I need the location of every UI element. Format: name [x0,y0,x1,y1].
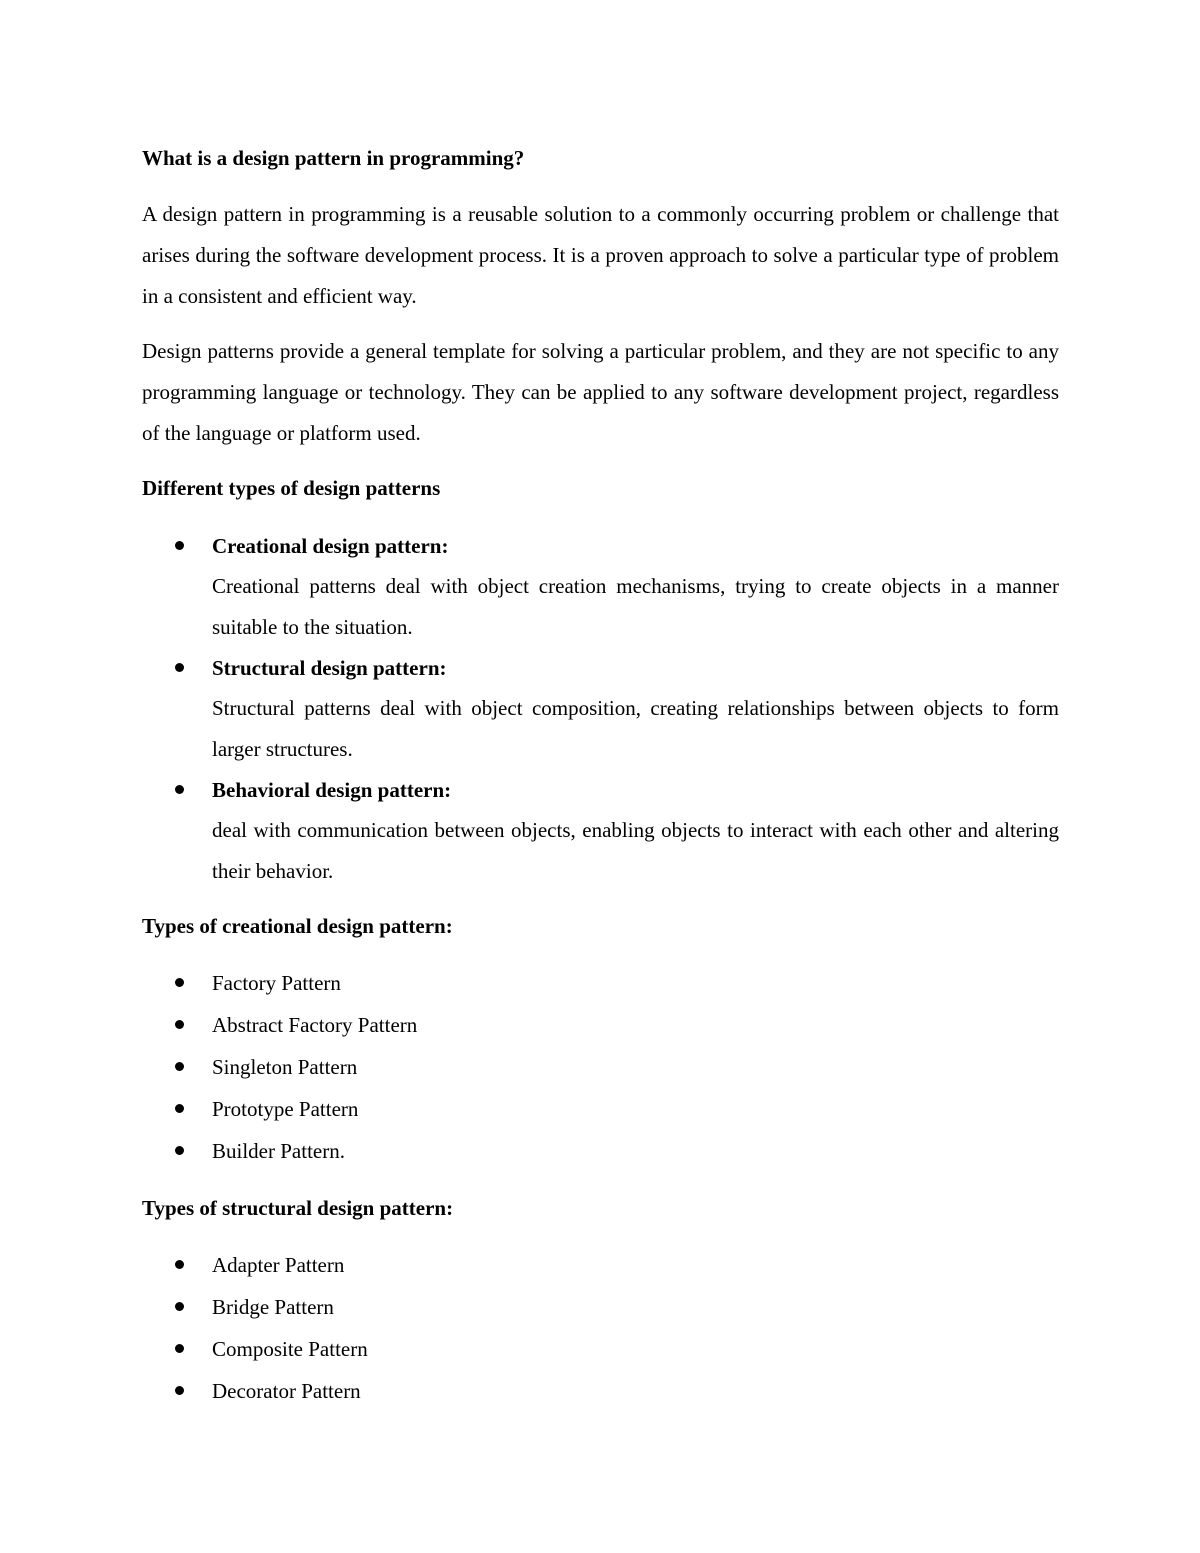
bullet-icon [175,1062,184,1071]
pattern-types-list [142,526,1059,892]
bullet-icon [175,978,184,987]
list-item-label: Singleton Pattern [212,1055,358,1079]
heading-structural-types: Types of structural design pattern: [142,1196,454,1220]
paragraph-definition: A design pattern in programming is a reusable solution to a commonly occurring problem or challenge that arises during the software development process. It is a proven approach to solve a particular type of problem in a consistent and efficient way. [142,202,1059,308]
list-item [142,1370,1059,1412]
item-description: Structural patterns deal with object composition, creating relationships between objects to form larger structures. [212,696,1059,761]
list-item [142,1286,1059,1328]
list-item [142,1244,1059,1286]
list-item [142,1046,1059,1088]
paragraph-general-template: Design patterns provide a general template for solving a particular problem, and they are not specific to any programming language or technology. They can be applied to any software development project, regardless of the language or platform used. [142,339,1059,445]
list-item [142,1328,1059,1370]
list-item-label: Factory Pattern [212,971,341,995]
item-description: deal with communication between objects, enabling objects to interact with each other and altering their behavior. [212,818,1059,883]
item-description: Creational patterns deal with object creation mechanisms, trying to create objects in a manner suitable to the situation. [212,574,1059,639]
structural-patterns-list [142,1244,1059,1412]
list-item-label: Adapter Pattern [212,1253,345,1277]
bullet-icon [175,663,184,672]
heading-different-types: Different types of design patterns [142,476,441,500]
list-item-label: Composite Pattern [212,1337,368,1361]
list-item-label: Builder Pattern. [212,1139,345,1163]
item-title: Behavioral design pattern: [212,778,452,802]
list-item [142,648,1059,770]
document-content [142,138,1059,1412]
list-item-label: Bridge Pattern [212,1295,334,1319]
heading-what-is-design-pattern: What is a design pattern in programming? [142,146,525,170]
bullet-icon [175,785,184,794]
bullet-icon [175,1260,184,1269]
list-item [142,526,1059,648]
list-item-label: Abstract Factory Pattern [212,1013,418,1037]
bullet-icon [175,1146,184,1155]
list-item [142,1088,1059,1130]
item-title: Structural design pattern: [212,656,447,680]
bullet-icon [175,1302,184,1311]
bullet-icon [175,1344,184,1353]
creational-patterns-list [142,962,1059,1172]
bullet-icon [175,1386,184,1395]
heading-creational-types: Types of creational design pattern: [142,914,453,938]
bullet-icon [175,541,184,550]
list-item-label: Prototype Pattern [212,1097,359,1121]
bullet-icon [175,1020,184,1029]
list-item-label: Decorator Pattern [212,1379,361,1403]
item-title: Creational design pattern: [212,534,449,558]
list-item [142,1130,1059,1172]
bullet-icon [175,1104,184,1113]
list-item [142,770,1059,892]
list-item [142,1004,1059,1046]
list-item [142,962,1059,1004]
